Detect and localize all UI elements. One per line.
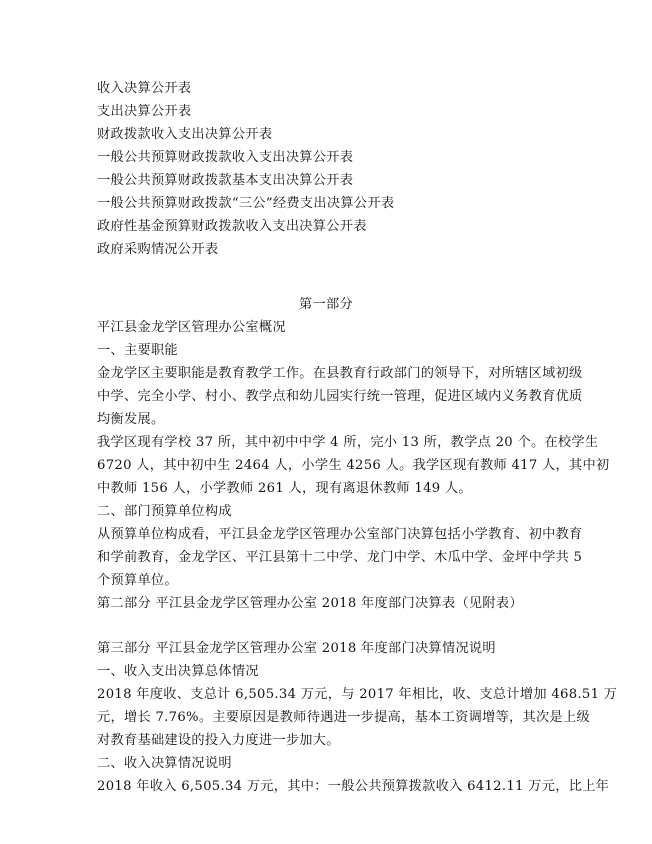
overall-line: 对教育基础建设的投入力度进一步加大。 bbox=[97, 733, 340, 748]
overall-line: 2018 年度收、支总计 6,505.34 万元，与 2017 年相比，收、支总计增加 468.51 万 bbox=[97, 687, 618, 702]
part3-title: 第三部分 平江县金龙学区管理办公室 2018 年度部门决算情况说明 bbox=[97, 641, 496, 656]
toc-item: 支出决算公开表 bbox=[97, 104, 192, 119]
toc-item: 一般公共预算财政拨款收入支出决算公开表 bbox=[97, 150, 354, 165]
duties-heading: 一、主要职能 bbox=[97, 343, 178, 358]
duties-line: 金龙学区主要职能是教育教学工作。在县教育行政部门的领导下，对所辖区域初级 bbox=[97, 366, 583, 381]
part1-title: 第一部分 bbox=[299, 297, 353, 312]
overall-line: 元，增长 7.76%。主要原因是教师待遇进一步提高，基本工资调增等，其次是上级 bbox=[97, 710, 590, 725]
units-heading: 二、部门预算单位构成 bbox=[97, 504, 232, 519]
overall-heading: 一、收入支出决算总体情况 bbox=[97, 664, 259, 679]
toc-item: 政府性基金预算财政拨款收入支出决算公开表 bbox=[97, 219, 367, 234]
units-line: 个预算单位。 bbox=[97, 573, 178, 588]
stats-line: 我学区现有学校 37 所，其中初中中学 4 所，完小 13 所，教学点 20 个。在校学生 bbox=[97, 435, 599, 450]
toc-item: 一般公共预算财政拨款“三公”经费支出决算公开表 bbox=[97, 196, 395, 211]
units-line: 和学前教育，金龙学区、平江县第十二中学、龙门中学、木瓜中学、金坪中学共 5 bbox=[97, 550, 583, 565]
toc-item: 财政拨款收入支出决算公开表 bbox=[97, 127, 273, 142]
part2-title: 第二部分 平江县金龙学区管理办公室 2018 年度部门决算表（见附表） bbox=[97, 596, 523, 611]
income-heading: 二、收入决算情况说明 bbox=[97, 756, 232, 771]
overview-heading: 平江县金龙学区管理办公室概况 bbox=[97, 320, 286, 335]
duties-line: 中学、完全小学、村小、教学点和幼儿园实行统一管理，促进区域内义务教育优质 bbox=[97, 389, 583, 404]
toc-item: 政府采购情况公开表 bbox=[97, 242, 219, 257]
toc-item: 收入决算公开表 bbox=[97, 81, 192, 96]
toc-item: 一般公共预算财政拨款基本支出决算公开表 bbox=[97, 173, 354, 188]
stats-line: 6720 人，其中初中生 2464 人，小学生 4256 人。我学区现有教师 417 人，其中初 bbox=[97, 458, 610, 473]
income-line: 2018 年收入 6,505.34 万元，其中：一般公共预算拨款收入 6412.11 万元，比上年 bbox=[97, 779, 610, 794]
units-line: 从预算单位构成看，平江县金龙学区管理办公室部门决算包括小学教育、初中教育 bbox=[97, 527, 583, 542]
duties-line: 均衡发展。 bbox=[97, 412, 165, 427]
stats-line: 中教师 156 人，小学教师 261 人，现有离退休教师 149 人。 bbox=[97, 481, 472, 496]
